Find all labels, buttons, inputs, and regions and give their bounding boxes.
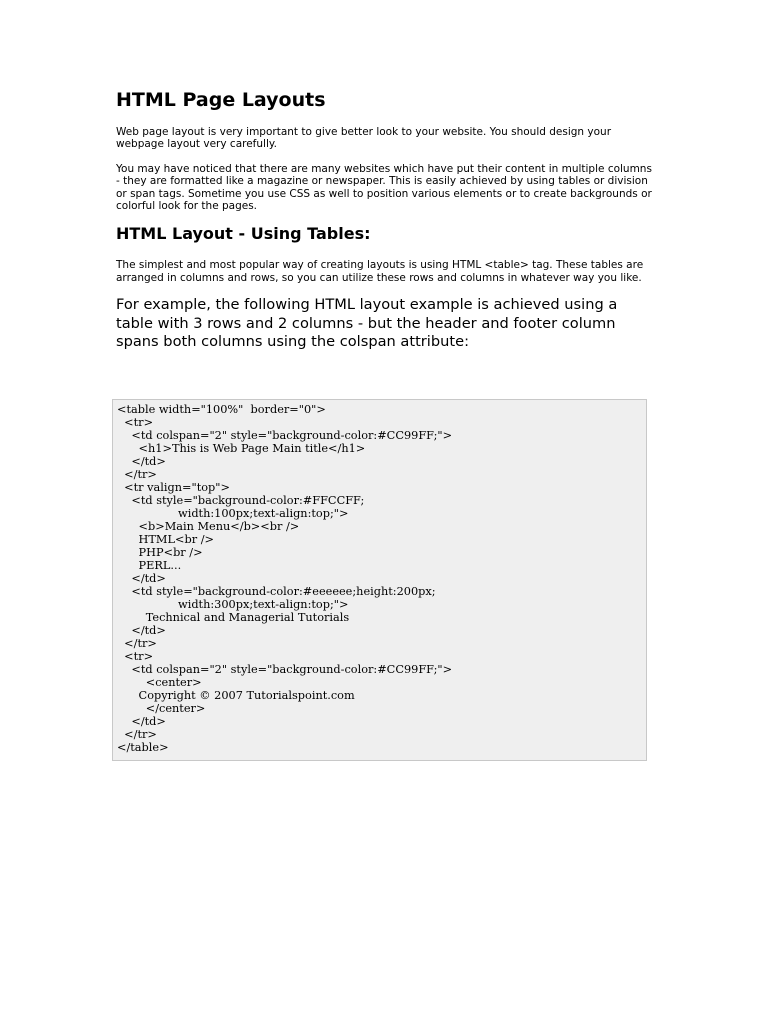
code-line: <td colspan="2" style="background-color:#CC99FF;">	[117, 429, 453, 442]
code-line: Copyright © 2007 Tutorialspoint.com	[117, 689, 355, 702]
code-line: </tr>	[117, 468, 157, 481]
code-line: <td colspan="2" style="background-color:#CC99FF;">	[117, 663, 453, 676]
code-line: <b>Main Menu</b><br />	[117, 520, 300, 533]
code-line: width:300px;text-align:top;">	[117, 598, 349, 611]
code-line: </tr>	[117, 728, 157, 741]
code-line: HTML<br />	[117, 533, 214, 546]
intro-paragraph: Web page layout is very important to give better look to your website. You should design your webpage layout very carefully.	[116, 126, 612, 151]
code-line: <td style="background-color:#FFCCFF;	[117, 494, 365, 507]
code-line: <center>	[117, 676, 202, 689]
code-line: Technical and Managerial Tutorials	[117, 611, 350, 624]
page-title: HTML Page Layouts	[116, 89, 326, 111]
document-page	[116, 88, 656, 361]
code-line: </tr>	[117, 637, 157, 650]
code-line: </td>	[117, 572, 166, 585]
code-line: </table>	[117, 741, 169, 754]
code-line: width:100px;text-align:top;">	[117, 507, 349, 520]
code-block	[112, 399, 647, 761]
code-line: <td style="background-color:#eeeeee;height:200px;	[117, 585, 436, 598]
code-line: PHP<br />	[117, 546, 203, 559]
columns-paragraph: You may have noticed that there are many websites which have put their content in multiple columns - they are formatted like a magazine or newspaper. This is easily achieved by using tables or division or span tags. Sometime you use CSS as well to position various elements or to create backgrounds or colorful look for the pages.	[116, 162, 652, 213]
code-line: </td>	[117, 624, 166, 637]
code-line: <tr>	[117, 416, 154, 429]
code-line: </td>	[117, 715, 166, 728]
code-line: <table width="100%" border="0">	[117, 403, 326, 416]
code-line: <tr valign="top">	[117, 481, 230, 494]
example-intro: For example, the following HTML layout example is achieved using a table with 3 rows and 2 columns - but the header and footer column spans both columns using the colspan attribute:	[116, 296, 618, 351]
code-line: </td>	[117, 455, 166, 468]
code-line: PERL...	[117, 559, 182, 572]
section-paragraph: The simplest and most popular way of creating layouts is using HTML <table> tag. These tables are arranged in columns and rows, so you can utilize these rows and columns in whatever way you like.	[116, 259, 644, 284]
code-line: <h1>This is Web Page Main title</h1>	[117, 442, 366, 455]
code-line: </center>	[117, 702, 206, 715]
code-line: <tr>	[117, 650, 154, 663]
section-heading: HTML Layout - Using Tables:	[116, 224, 371, 244]
